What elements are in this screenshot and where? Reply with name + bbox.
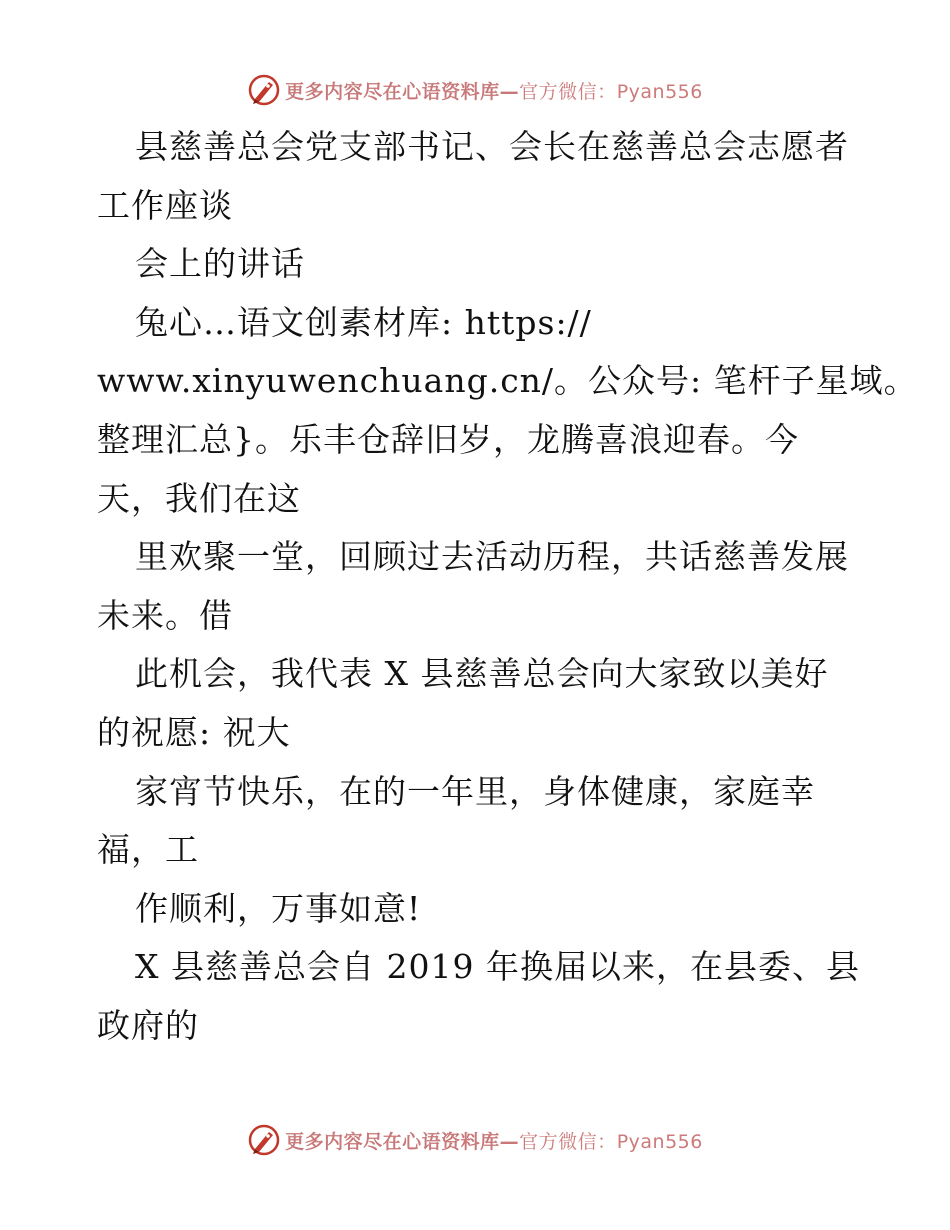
body-line: 未来。借 (97, 595, 233, 635)
body-line: www.xinyuwenchuang.cn/。公众号: 笔杆子星域。 (97, 361, 918, 401)
banner-account: Pyan556 (616, 1130, 703, 1153)
pen-logo-icon (247, 1123, 281, 1157)
banner-main: 更多内容尽在心语资料库 (285, 1130, 500, 1153)
body-line: 政府的 (97, 1005, 199, 1045)
banner-dash: — (499, 80, 520, 103)
body-line: 工作座谈 (97, 185, 233, 225)
header-banner (0, 70, 950, 110)
body-line: X 县慈善总会自 2019 年换届以来，在县委、县 (135, 947, 860, 987)
body-line: 作顺利，万事如意! (135, 888, 422, 928)
body-line: 天，我们在这 (97, 478, 301, 518)
document-body (97, 118, 918, 1056)
footer-banner (0, 1120, 950, 1160)
banner-dash: — (499, 1130, 520, 1153)
body-line: 里欢聚一堂，回顾过去活动历程，共话慈善发展 (135, 537, 849, 577)
banner-official: 官方微信： (519, 80, 617, 103)
body-line: 福，工 (97, 830, 199, 870)
banner-account: Pyan556 (616, 80, 703, 103)
body-line: 县慈善总会党支部书记、会长在慈善总会志愿者 (135, 127, 849, 166)
banner-text (285, 1127, 703, 1154)
pen-logo-icon (247, 73, 281, 107)
body-line: 整理汇总}。乐丰仓辞旧岁，龙腾喜浪迎春。今 (97, 419, 799, 459)
banner-official: 官方微信： (519, 1130, 617, 1153)
banner-text (285, 77, 703, 104)
body-line: 家宵节快乐，在的一年里，身体健康，家庭幸 (135, 771, 815, 811)
banner-main: 更多内容尽在心语资料库 (285, 80, 500, 103)
body-line: 会上的讲话 (135, 244, 305, 284)
body-line: 兔心…语文创素材库: https:// (135, 302, 592, 342)
body-line: 的祝愿: 祝大 (97, 712, 291, 752)
body-line: 此机会，我代表 X 县慈善总会向大家致以美好 (135, 654, 829, 694)
